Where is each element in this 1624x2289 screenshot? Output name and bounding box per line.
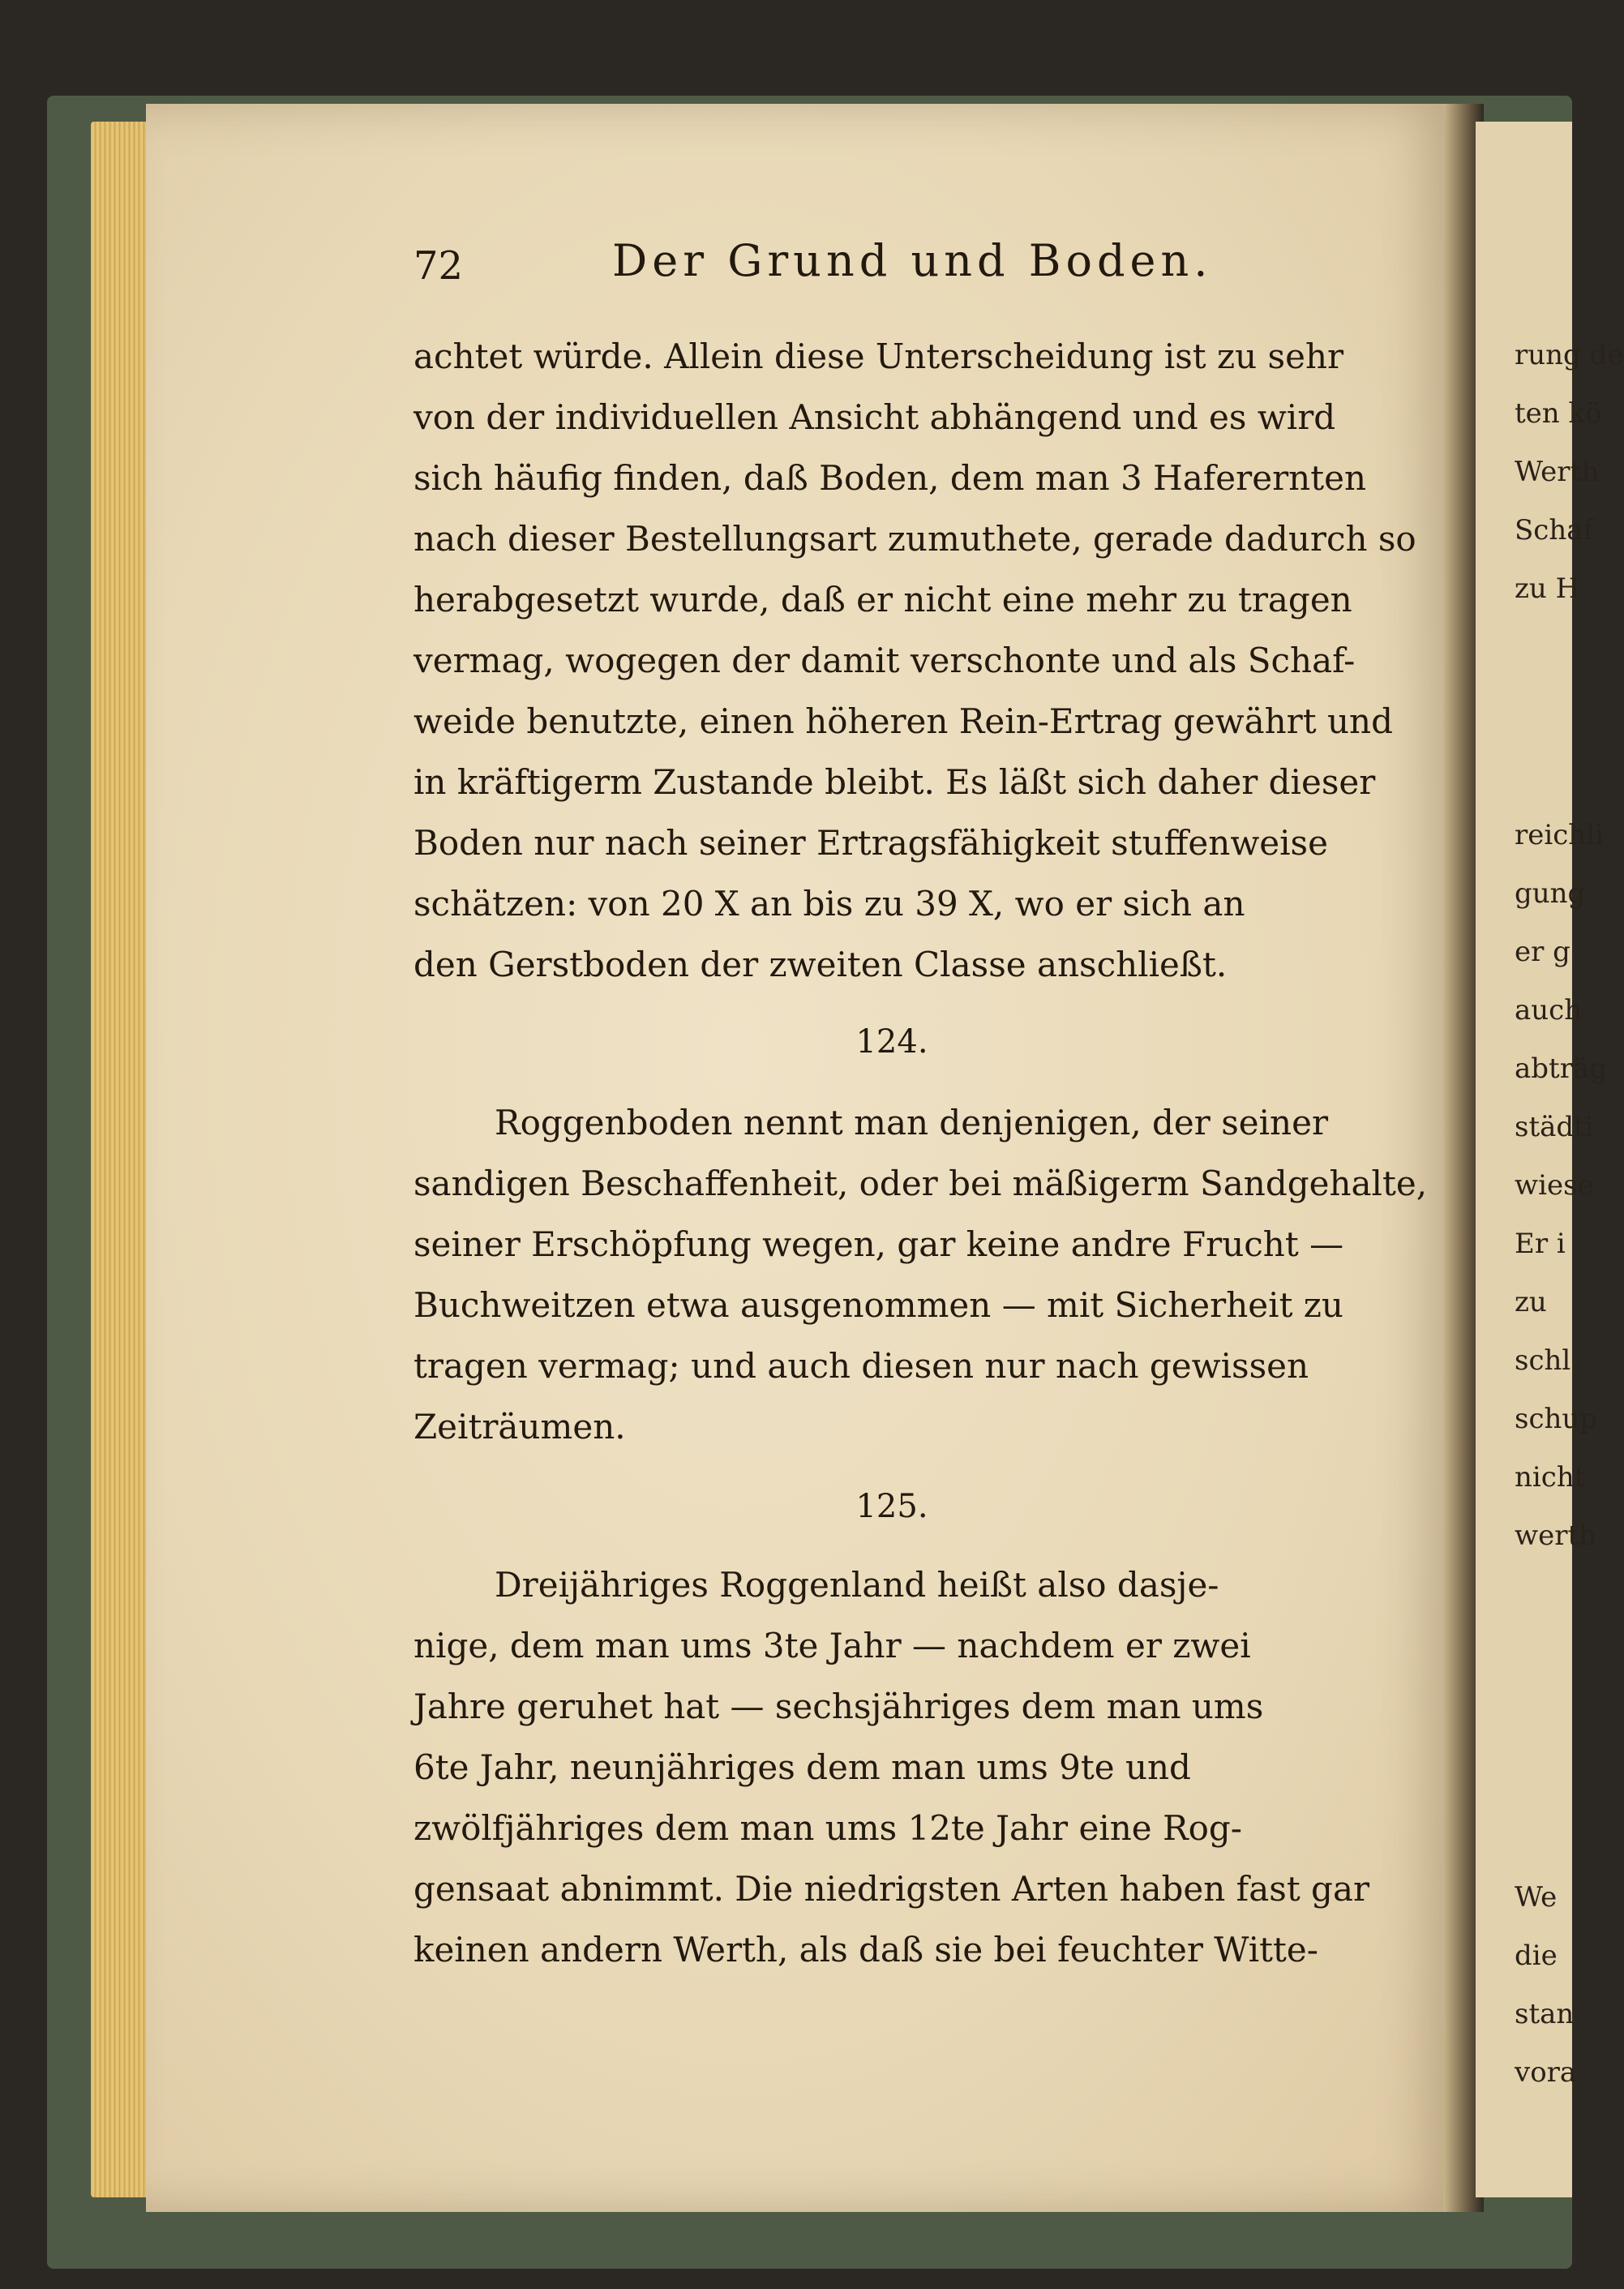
text-line: 6te Jahr, neunjähriges dem man ums 9te und <box>413 1747 1191 1787</box>
text-line: weide benutzte, einen höheren Rein-Ertrag gewährt und <box>413 701 1393 741</box>
facing-page-fragment: vora <box>1515 2056 1577 2089</box>
text-line: keinen andern Werth, als daß sie bei feuchter Witte- <box>413 1930 1318 1970</box>
text-line: Roggenboden nennt man denjenigen, der seiner <box>495 1103 1329 1142</box>
facing-page-fragment: Werth <box>1515 456 1600 488</box>
facing-page-fragment: schup <box>1515 1403 1598 1435</box>
facing-page-fragment: die <box>1515 1940 1558 1972</box>
text-line: Jahre geruhet hat — sechsjähriges dem man ums <box>413 1687 1264 1726</box>
facing-page-fragment: Er i <box>1515 1228 1566 1260</box>
text-line: schätzen: von 20 X an bis zu 39 X, wo er sich an <box>413 884 1245 924</box>
section-number: 124. <box>855 1023 928 1061</box>
text-line: Dreijähriges Roggenland heißt also dasje- <box>495 1565 1219 1605</box>
facing-page-fragment: zu H <box>1515 572 1580 605</box>
text-line: vermag, wogegen der damit verschonte und als Schaf- <box>413 641 1356 680</box>
page-title: Der Grund und Boden. <box>612 235 1213 286</box>
facing-page-fragment: rung de <box>1515 339 1624 371</box>
facing-page-fragment: Schaf <box>1515 514 1594 547</box>
text-line: tragen vermag; und auch diesen nur nach gewissen <box>413 1346 1309 1386</box>
facing-page-fragment: er g <box>1515 936 1570 968</box>
facing-page-fragment: werth <box>1515 1520 1597 1552</box>
text-line: in kräftigerm Zustande bleibt. Es läßt sich daher dieser <box>413 762 1376 802</box>
text-line: von der individuellen Ansicht abhängend und es wird <box>413 397 1336 437</box>
running-head <box>413 235 1224 300</box>
text-line: achtet würde. Allein diese Unterscheidung ist zu sehr <box>413 336 1344 376</box>
text-line: den Gerstboden der zweiten Classe anschließt. <box>413 945 1228 984</box>
text-line: Boden nur nach seiner Ertragsfähigkeit stuffenweise <box>413 823 1328 863</box>
facing-page-fragment: reichli <box>1515 819 1604 851</box>
text-line: herabgesetzt wurde, daß er nicht eine mehr zu tragen <box>413 580 1352 619</box>
page-number: 72 <box>413 243 464 289</box>
section-number: 125. <box>855 1488 928 1525</box>
text-line: seiner Erschöpfung wegen, gar keine andre Frucht — <box>413 1224 1344 1264</box>
facing-page-fragment: ten kö <box>1515 397 1602 430</box>
facing-page-fragment: gung <box>1515 877 1586 910</box>
facing-page <box>1476 122 1624 2197</box>
text-line: Zeiträumen. <box>413 1407 626 1447</box>
facing-page-fragment: auch <box>1515 994 1583 1027</box>
text-line: nach dieser Bestellungsart zumuthete, gerade dadurch so <box>413 519 1416 559</box>
facing-page-fragment: zu <box>1515 1286 1547 1318</box>
facing-page-fragment: abträg <box>1515 1052 1607 1085</box>
text-line: gensaat abnimmt. Die niedrigsten Arten haben fast gar <box>413 1869 1370 1909</box>
facing-page-fragment: We <box>1515 1881 1558 1914</box>
text-line: nige, dem man ums 3te Jahr — nachdem er zwei <box>413 1626 1251 1665</box>
facing-page-fragment: nicht <box>1515 1461 1586 1494</box>
text-line: zwölfjähriges dem man ums 12te Jahr eine Rog- <box>413 1808 1242 1848</box>
facing-page-fragment: wiese <box>1515 1169 1594 1202</box>
text-line: Buchweitzen etwa ausgenommen — mit Sicherheit zu <box>413 1285 1343 1325</box>
facing-page-fragment: stan <box>1515 1998 1575 2030</box>
text-line: sich häufig finden, daß Boden, dem man 3 Haferernten <box>413 458 1366 498</box>
text-line: sandigen Beschaffenheit, oder bei mäßigerm Sandgehalte, <box>413 1164 1428 1203</box>
facing-page-fragment: städti <box>1515 1111 1594 1143</box>
facing-page-fragment: schl <box>1515 1344 1571 1377</box>
